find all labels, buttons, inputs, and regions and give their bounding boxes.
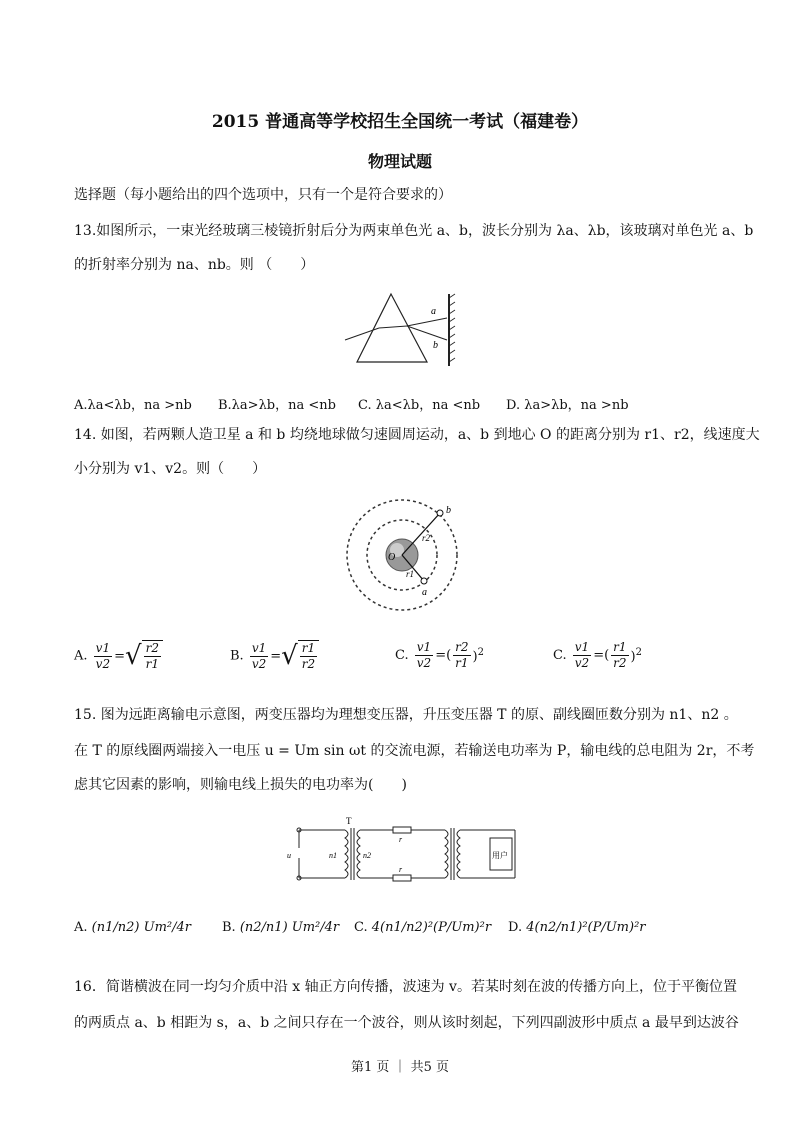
q15-option-c — [354, 920, 491, 935]
q16-text-line2: 的两质点 a、b 相距为 s，a、b 之间只存在一个波谷，则从该时刻起，下列四副波形中质点 a 最早到达波谷 — [74, 1015, 739, 1031]
q13-option-b: B.λa>λb，na <nb — [218, 398, 336, 413]
satellite-a — [421, 578, 427, 584]
q14-c-lhs-num: v1 — [416, 640, 432, 654]
label-r-bottom: r — [399, 865, 403, 874]
q14-option-a: A. $\frac{v1}{v2}$ = √ $\frac{r2}{r1}$ — [74, 640, 163, 672]
orbit-label-O: O — [388, 552, 396, 563]
q13-option-a: A.λa<λb，na >nb — [74, 398, 192, 413]
q15-option-d — [508, 920, 646, 935]
section-note: 选择题（每小题给出的四个选项中，只有一个是符合要求的） — [74, 187, 452, 203]
q15-option-a-prefix: A. — [74, 920, 88, 935]
q14-option-c-prefix: C. — [395, 648, 409, 663]
q15-text-line1: 15. 图为远距离输电示意图，两变压器均为理想变压器，升压变压器 T 的原、副线圈匝数分别为 n1、n2 。 — [74, 707, 738, 723]
q15-option-c-prefix: C. — [354, 920, 368, 935]
ray-b — [407, 326, 447, 340]
q14-b-lhs-den: v2 — [251, 656, 267, 671]
orbit-label-a: a — [422, 587, 427, 598]
label-n1: n1 — [329, 851, 337, 860]
resistor-top — [393, 827, 411, 833]
q14-d-rhs-den: r2 — [613, 656, 627, 670]
q14-c-rhs-num: r2 — [455, 640, 469, 654]
q14-b-lhs-num: v1 — [251, 640, 267, 655]
q14-a-lhs-num: v1 — [95, 640, 111, 655]
q13-text-line1: 13.如图所示，一束光经玻璃三棱镜折射后分为两束单色光 a、b，波长分别为 λa、λb，该玻璃对单色光 a、b — [74, 223, 754, 239]
q14-d-lhs-den: v2 — [574, 656, 590, 670]
label-u: u — [287, 851, 291, 860]
q15-option-a-text: (n1/n2) Um²/4r — [91, 920, 191, 935]
label-user: 用户 — [492, 851, 508, 860]
radius-r2 — [402, 513, 440, 555]
satellite-b — [437, 510, 443, 516]
page-footer: 第1 页 ｜ 共5 页 — [350, 1060, 450, 1075]
q15-option-b-prefix: B. — [222, 920, 236, 935]
q15-option-d-prefix: D. — [508, 920, 523, 935]
exam-subtitle: 物理试题 — [367, 152, 432, 171]
q14-option-b: B. $\frac{v1}{v2}$ = √ $\frac{r1}{r2}$ — [230, 640, 319, 672]
prism-label-b: b — [433, 340, 438, 351]
q14-text-line2: 小分别为 v1、v2。则（ ） — [74, 461, 267, 477]
q15-option-d-text: 4(n2/n1)²(P/Um)²r — [526, 920, 646, 935]
q14-option-d: C. $\frac{v1}{v2}$ =( $\frac{r1}{r2}$ )$^2$ — [553, 640, 642, 670]
q13-text-line2: 的折射率分别为 na、nb。则 （ ） — [74, 257, 315, 273]
q14-b-rhs-den: r2 — [301, 657, 316, 671]
ray-a — [407, 318, 447, 326]
q14-c-lhs-den: v2 — [416, 656, 432, 670]
label-n2: n2 — [363, 851, 371, 860]
q13-option-c: C. λa<λb，na <nb — [358, 398, 481, 413]
q15-text-line2: 在 T 的原线圈两端接入一电压 u = Um sin ωt 的交流电源，若输送电功率为 P，输电线的总电阻为 2r，不考 — [74, 743, 755, 759]
q14-option-d-prefix: C. — [553, 648, 567, 663]
incident-ray — [345, 328, 379, 340]
q14-text-line1: 14. 如图，若两颗人造卫星 a 和 b 均绕地球做匀速圆周运动，a、b 到地心 O 的距离分别为 r1、r2，线速度大 — [74, 427, 760, 443]
q14-d-lhs-num: v1 — [574, 640, 590, 654]
transmission-figure — [285, 812, 525, 894]
q15-option-b-text: (n2/n1) Um²/4r — [239, 920, 340, 935]
inner-ray — [379, 326, 407, 328]
prism-figure — [335, 290, 465, 370]
q14-option-c: C. $\frac{v1}{v2}$ =( $\frac{r2}{r1}$ )$^2$ — [395, 640, 484, 670]
q14-d-rhs-num: r1 — [613, 640, 627, 654]
q14-b-rhs-num: r1 — [301, 641, 316, 655]
orbit-figure — [340, 493, 465, 618]
q14-option-a-prefix: A. — [74, 648, 88, 664]
q14-option-b-prefix: B. — [230, 648, 244, 664]
orbit-label-r2: r2 — [422, 533, 431, 543]
q14-c-rhs-den: r1 — [455, 656, 469, 670]
orbit-label-r1: r1 — [406, 569, 415, 579]
prism-label-a: a — [431, 306, 436, 317]
q15-option-c-text: 4(n1/n2)²(P/Um)²r — [371, 920, 492, 935]
q14-a-rhs-den: r1 — [145, 657, 159, 671]
label-r-top: r — [399, 835, 403, 844]
orbit-label-b: b — [446, 505, 451, 516]
q15-option-a — [74, 920, 191, 935]
prism-triangle — [357, 294, 427, 362]
q14-a-rhs-num: r2 — [145, 641, 159, 655]
label-T: T — [346, 816, 352, 826]
exam-title: 2015 普通高等学校招生全国统一考试（福建卷） — [211, 112, 589, 132]
q15-text-line3: 虑其它因素的影响，则输电线上损失的电功率为( ) — [74, 777, 407, 793]
q16-text-line1: 16．简谐横波在同一均匀介质中沿 x 轴正方向传播，波速为 v。若某时刻在波的传播方向上，位于平衡位置 — [74, 979, 737, 995]
q14-a-lhs-den: v2 — [95, 656, 111, 671]
q13-option-d: D. λa>λb，na >nb — [506, 398, 629, 413]
q15-option-b — [222, 920, 339, 935]
resistor-bottom — [393, 875, 411, 881]
